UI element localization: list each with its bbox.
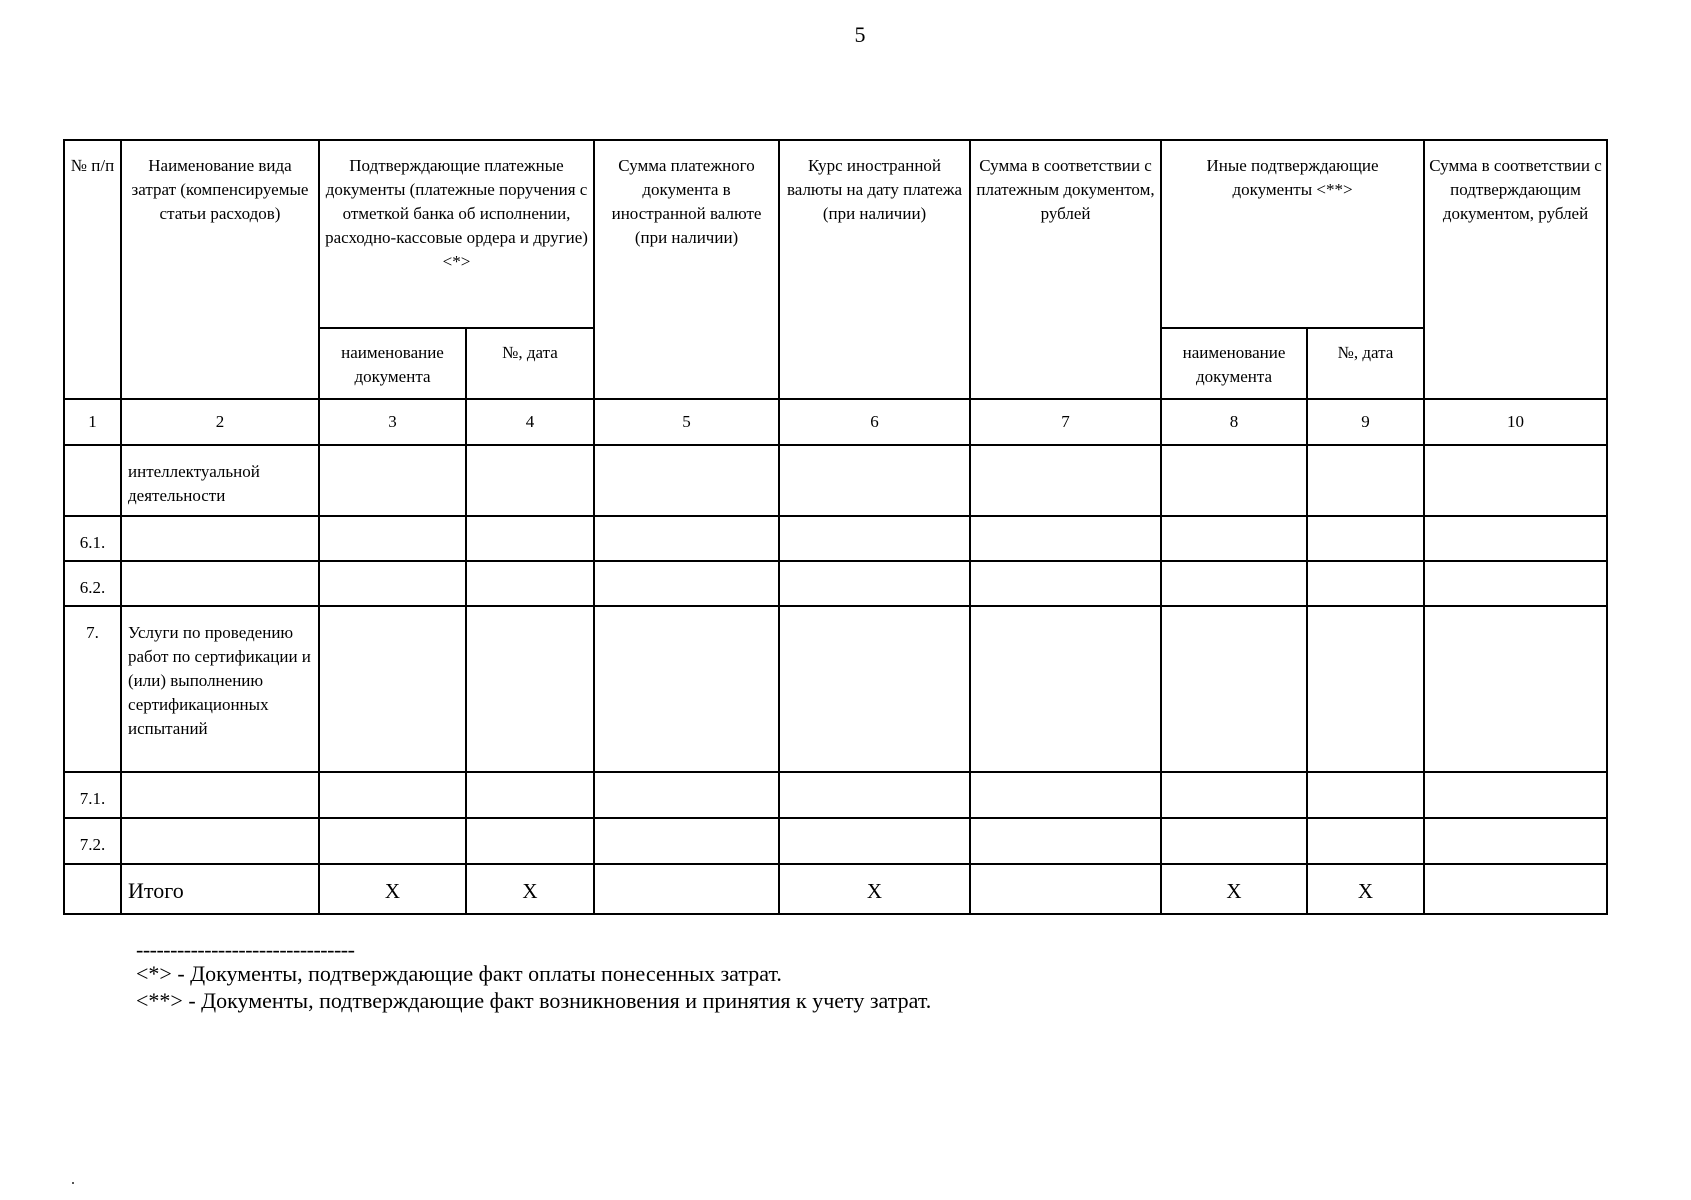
header-other-documents: Иные подтверждающие документы <**>: [1161, 140, 1424, 328]
empty-cell: [779, 818, 970, 864]
subheader-document-name: наименование документа: [319, 328, 466, 399]
row-number: 7.1.: [64, 772, 121, 818]
empty-cell: [466, 818, 594, 864]
empty-cell: [466, 445, 594, 516]
column-number: 10: [1424, 399, 1607, 445]
empty-cell: [319, 561, 466, 606]
empty-cell: [594, 818, 779, 864]
row-number: 7.: [64, 606, 121, 772]
row-number: 6.1.: [64, 516, 121, 561]
total-cell-x: X: [779, 864, 970, 914]
empty-cell: [779, 606, 970, 772]
empty-cell: [594, 561, 779, 606]
empty-cell: [1307, 445, 1424, 516]
empty-cell: [779, 561, 970, 606]
empty-cell: [594, 772, 779, 818]
empty-cell: [594, 445, 779, 516]
empty-cell: [970, 561, 1161, 606]
empty-cell: [779, 445, 970, 516]
header-exchange-rate: Курс иностранной валюты на дату платежа (при наличии): [779, 140, 970, 399]
empty-cell: [1161, 772, 1307, 818]
subheader-other-number-date: №, дата: [1307, 328, 1424, 399]
column-number: 5: [594, 399, 779, 445]
empty-cell: [1424, 445, 1607, 516]
empty-cell: [1307, 516, 1424, 561]
empty-cell: [1307, 818, 1424, 864]
column-number: 4: [466, 399, 594, 445]
expense-name: интеллектуальной деятельности: [121, 445, 319, 516]
header-foreign-currency-sum: Сумма платежного документа в иностранной валюте (при наличии): [594, 140, 779, 399]
header-confirmed-sum-rubles: Сумма в соответствии с подтверждающим документом, рублей: [1424, 140, 1607, 399]
empty-cell: [970, 772, 1161, 818]
expense-name: [121, 561, 319, 606]
empty-cell: [466, 516, 594, 561]
footnotes: [136, 937, 932, 1014]
row-number: [64, 445, 121, 516]
total-cell-x: X: [1161, 864, 1307, 914]
header-expense-type: Наименование вида затрат (компенсируемые статьи расходов): [121, 140, 319, 399]
empty-cell: [970, 818, 1161, 864]
empty-cell: [1307, 606, 1424, 772]
table-row: [64, 561, 1607, 606]
subheader-other-document-name: наименование документа: [1161, 328, 1307, 399]
empty-cell: [594, 516, 779, 561]
table-row: [64, 445, 1607, 516]
empty-cell: [64, 864, 121, 914]
table-row: [64, 516, 1607, 561]
empty-cell: [594, 606, 779, 772]
header-sum-rubles: Сумма в соответствии с платежным документом, рублей: [970, 140, 1161, 399]
empty-cell: [1424, 516, 1607, 561]
empty-cell: [466, 606, 594, 772]
footnote-payment-documents: <*> - Документы, подтверждающие факт оплаты понесенных затрат.: [136, 961, 782, 986]
empty-cell: [1161, 606, 1307, 772]
column-number: 2: [121, 399, 319, 445]
row-number: 7.2.: [64, 818, 121, 864]
row-number: 6.2.: [64, 561, 121, 606]
column-number: 7: [970, 399, 1161, 445]
footnote-other-documents: <**> - Документы, подтверждающие факт возникновения и принятия к учету затрат.: [136, 988, 932, 1013]
footnote-rule: --------------------------------: [136, 937, 355, 962]
empty-cell: [1424, 818, 1607, 864]
empty-cell: [319, 772, 466, 818]
empty-cell: [970, 445, 1161, 516]
empty-cell: [1307, 772, 1424, 818]
empty-cell: [466, 772, 594, 818]
empty-cell: [1424, 606, 1607, 772]
table-row: [64, 606, 1607, 772]
total-cell-x: X: [319, 864, 466, 914]
empty-cell: [319, 516, 466, 561]
header-row-number: № п/п: [64, 140, 121, 399]
expense-name: Услуги по проведению работ по сертификации и (или) выполнению сертификационных испытаний: [121, 606, 319, 772]
table-header: [64, 140, 1607, 399]
column-number: 9: [1307, 399, 1424, 445]
empty-cell: [779, 772, 970, 818]
column-number: 3: [319, 399, 466, 445]
empty-cell: [1424, 772, 1607, 818]
total-cell-empty: [594, 864, 779, 914]
subheader-number-date: №, дата: [466, 328, 594, 399]
total-cell-x: X: [1307, 864, 1424, 914]
empty-cell: [319, 818, 466, 864]
column-number: 1: [64, 399, 121, 445]
expense-name: [121, 516, 319, 561]
empty-cell: [1161, 516, 1307, 561]
stray-mark: [72, 1182, 74, 1184]
column-number: 6: [779, 399, 970, 445]
table-row: [64, 772, 1607, 818]
empty-cell: [1424, 561, 1607, 606]
table-row: [64, 818, 1607, 864]
total-cell-x: X: [466, 864, 594, 914]
header-payment-documents: Подтверждающие платежные документы (платежные поручения с отметкой банка об исполнении, расходно-кассовые ордера и другие) <*>: [319, 140, 594, 328]
empty-cell: [319, 445, 466, 516]
expense-name: [121, 772, 319, 818]
empty-cell: [319, 606, 466, 772]
empty-cell: [466, 561, 594, 606]
empty-cell: [1161, 561, 1307, 606]
empty-cell: [1161, 818, 1307, 864]
total-label: Итого: [121, 864, 319, 914]
empty-cell: [970, 516, 1161, 561]
empty-cell: [779, 516, 970, 561]
total-cell-empty: [970, 864, 1161, 914]
column-number: 8: [1161, 399, 1307, 445]
empty-cell: [970, 606, 1161, 772]
page-number: 5: [854, 22, 866, 47]
empty-cell: [1161, 445, 1307, 516]
column-number-row: [64, 399, 1607, 445]
empty-cell: [1307, 561, 1424, 606]
expense-table: [63, 139, 1608, 915]
total-row: [64, 864, 1607, 914]
total-cell-empty: [1424, 864, 1607, 914]
expense-name: [121, 818, 319, 864]
